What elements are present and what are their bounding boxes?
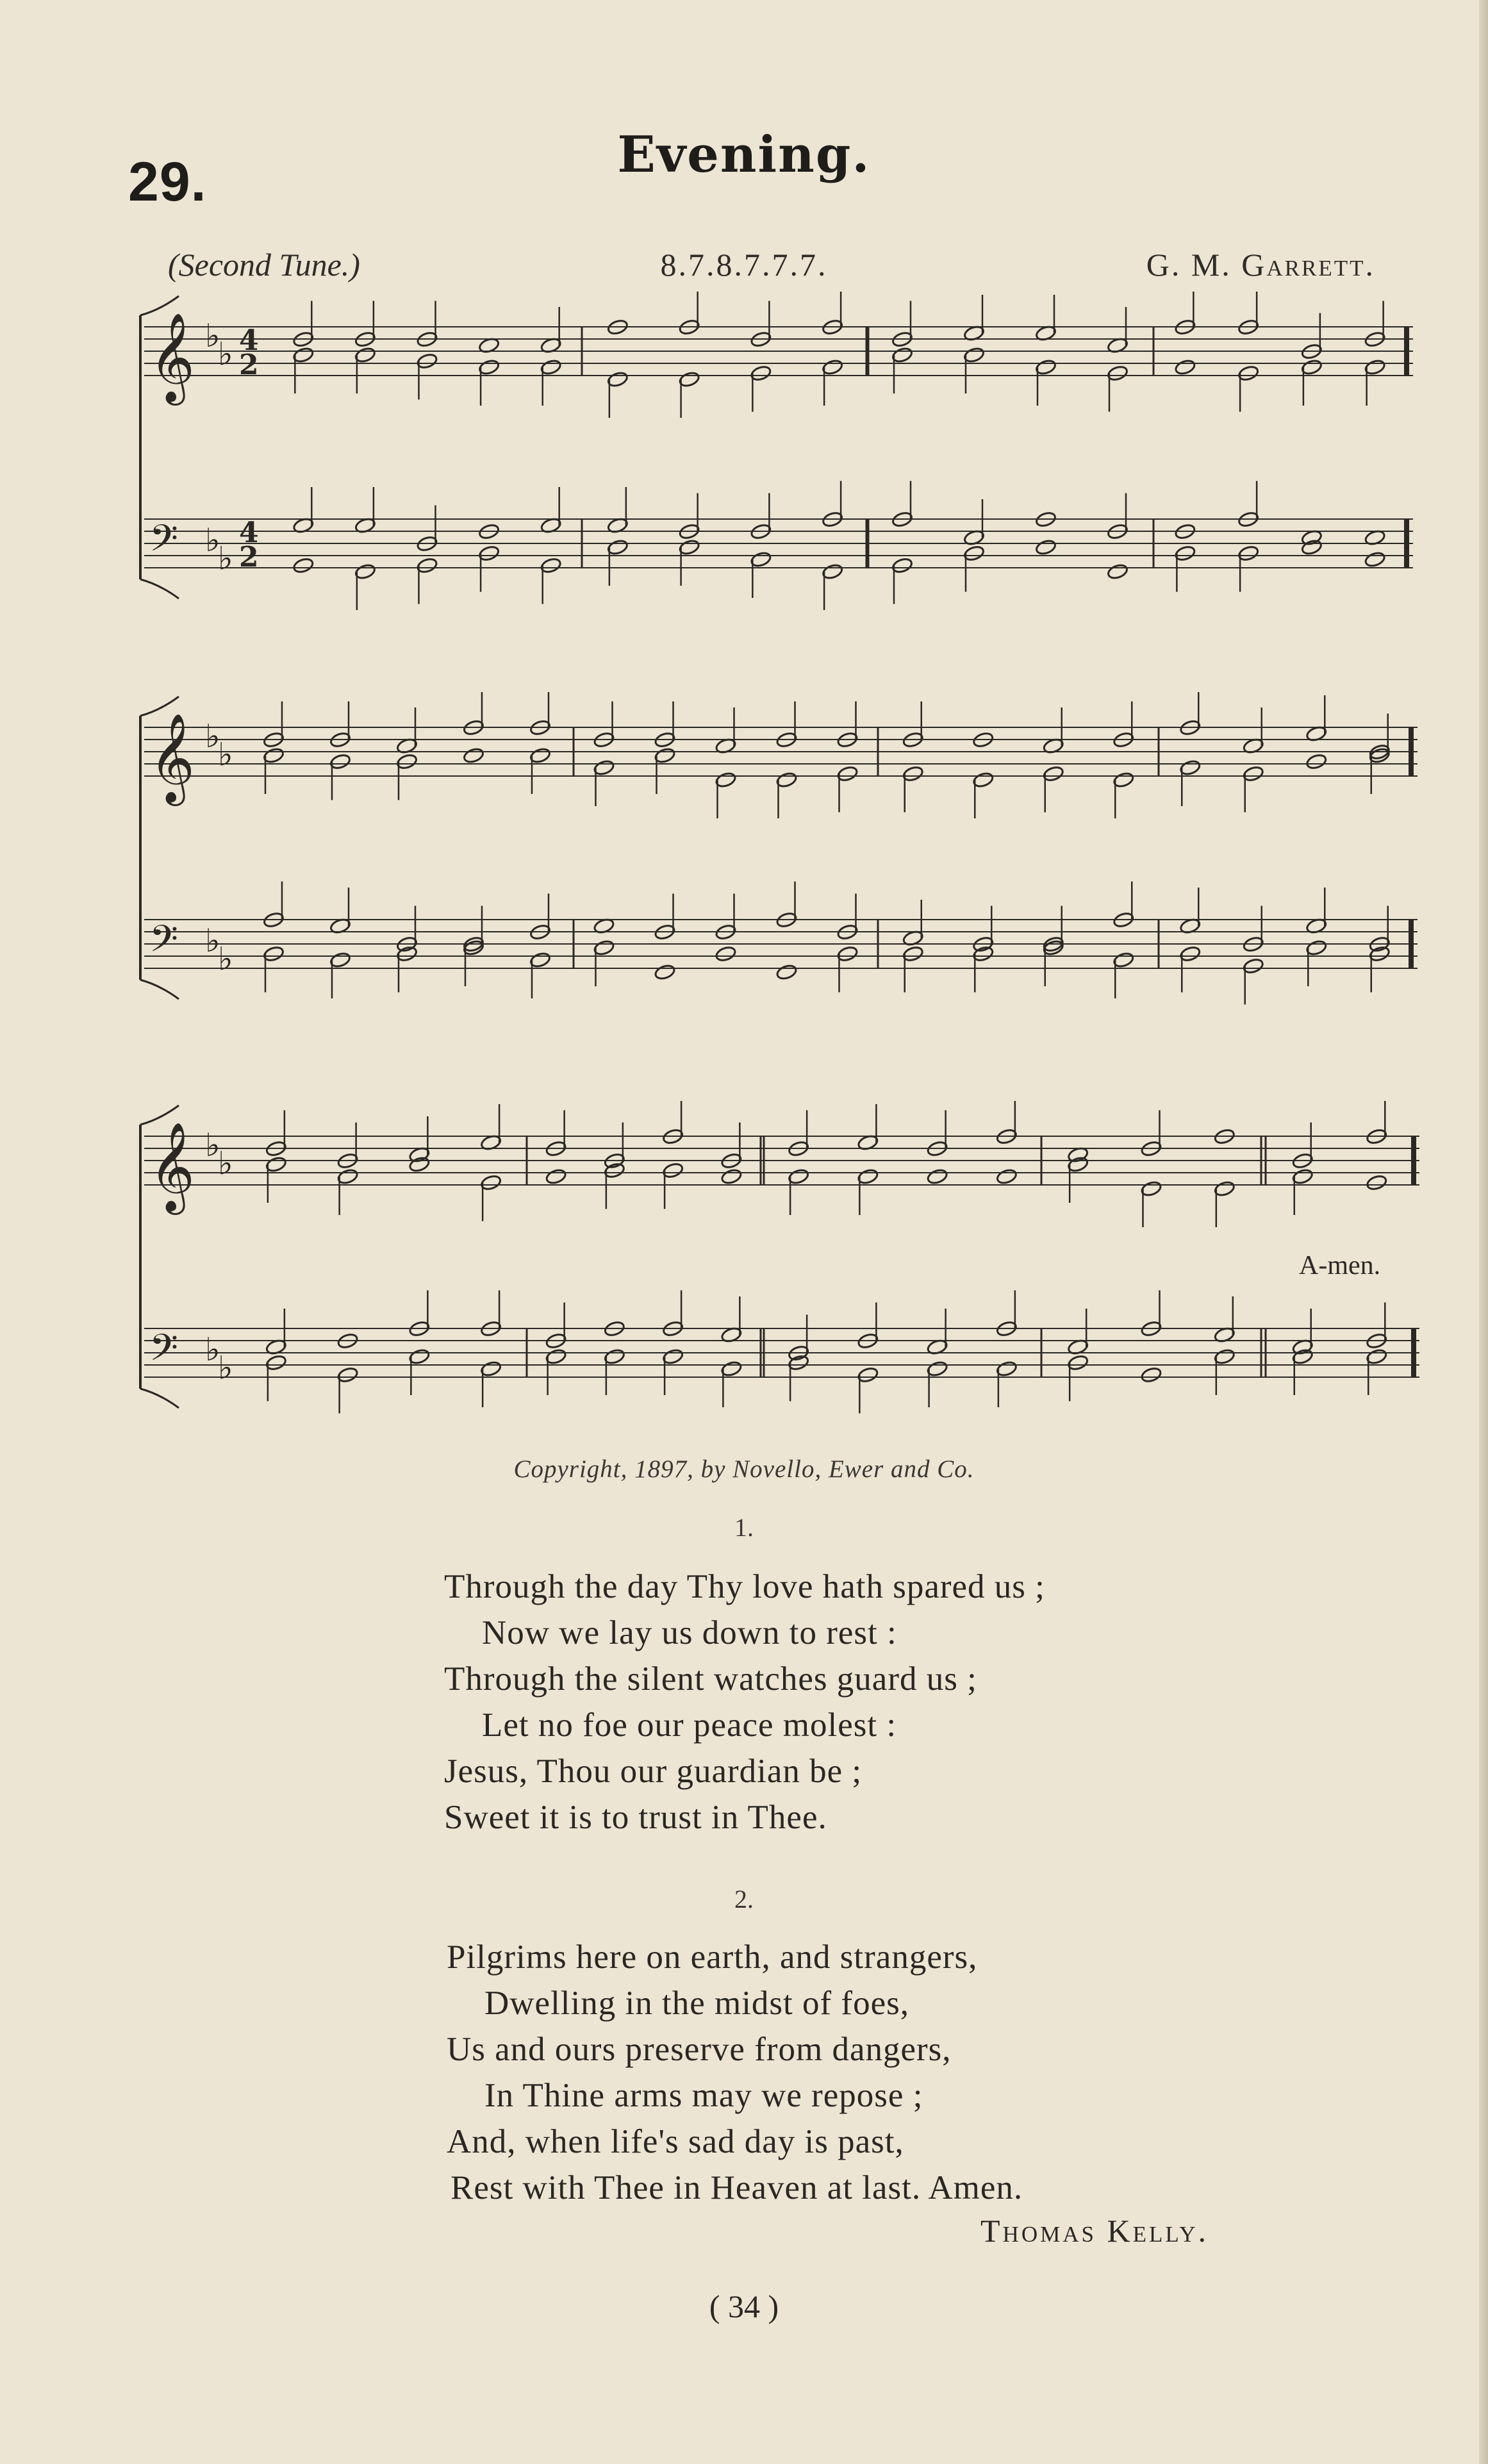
hymn-title: Evening.	[617, 126, 871, 184]
note-head	[545, 1168, 566, 1185]
hymn-meter: 8.7.8.7.7.7.	[660, 247, 828, 283]
note-head	[1174, 358, 1196, 376]
treble-clef-icon: 𝄞	[149, 713, 195, 802]
note-head	[1140, 1366, 1162, 1384]
verse-line: Let no foe our peace molest :	[482, 1707, 897, 1744]
flat-icon: ♭	[205, 922, 220, 959]
note-head	[1366, 1174, 1387, 1191]
flat-icon: ♭	[218, 736, 233, 773]
music-system-3	[0, 1101, 1488, 1434]
note-head	[926, 1168, 948, 1185]
flat-icon: ♭	[218, 940, 233, 978]
verse-number: 1.	[734, 1513, 754, 1542]
page-number: ( 34 )	[709, 2288, 779, 2324]
verse-line: Us and ours preserve from dangers,	[447, 2031, 952, 2068]
note-head	[715, 945, 736, 963]
verse-line: Pilgrims here on earth, and strangers,	[447, 1939, 978, 1976]
note-head	[1364, 550, 1385, 568]
note-head	[720, 1168, 742, 1185]
note-head	[463, 747, 484, 764]
brace-bottom	[140, 980, 179, 999]
verse-line: And, when life's sad day is past,	[447, 2123, 904, 2160]
flat-icon: ♭	[205, 718, 220, 755]
bass-clef-icon: 𝄢	[149, 1326, 179, 1378]
time-signature: 2	[239, 541, 259, 574]
composer-credit: G. M. Garrett.	[1146, 247, 1375, 283]
note-head	[654, 963, 675, 980]
flat-icon: ♭	[218, 1349, 233, 1387]
flat-icon: ♭	[218, 1145, 233, 1182]
verse-line: Through the silent watches guard us ;	[444, 1660, 977, 1698]
note-head	[408, 1155, 430, 1173]
note-head	[1107, 563, 1128, 580]
hymn-number: 29.	[128, 151, 207, 213]
flat-icon: ♭	[218, 540, 233, 577]
verse-number: 2.	[734, 1885, 754, 1914]
note-head	[1035, 538, 1057, 556]
copyright-notice: Copyright, 1897, by Novello, Ewer and Co.	[513, 1455, 975, 1483]
flat-icon: ♭	[205, 522, 220, 559]
treble-clef-icon: 𝄞	[149, 313, 195, 402]
verse-line: Sweet it is to trust in Thee.	[444, 1799, 827, 1836]
note-head	[1301, 538, 1323, 556]
tune-label: (Second Tune.)	[168, 247, 360, 283]
verse-line: Now we lay us down to rest :	[482, 1614, 897, 1651]
flat-icon: ♭	[205, 1127, 220, 1164]
verse-line: Through the day Thy love hath spared us ;	[444, 1568, 1045, 1605]
note-head	[292, 557, 314, 574]
flat-icon: ♭	[205, 317, 220, 354]
verse-line: Dwelling in the midst of foes,	[484, 1985, 909, 2022]
note-head	[996, 1168, 1018, 1185]
brace-bottom	[140, 1389, 179, 1408]
time-signature: 4	[239, 517, 259, 549]
brace-bottom	[140, 579, 179, 599]
time-signature: 2	[239, 349, 259, 381]
bass-clef-icon: 𝄢	[149, 517, 179, 569]
amen-label: A-men.	[1299, 1251, 1381, 1280]
music-system-2	[0, 692, 1488, 1025]
flat-icon: ♭	[218, 335, 233, 373]
note-head	[1305, 753, 1327, 770]
verse-line: Rest with Thee in Heaven at last. Amen.	[451, 2169, 1023, 2206]
music-system-1	[0, 292, 1488, 625]
note-head	[775, 963, 797, 980]
treble-clef-icon: 𝄞	[149, 1122, 195, 1211]
verse-line: Jesus, Thou our guardian be ;	[444, 1753, 863, 1790]
author-credit: Thomas Kelly.	[980, 2213, 1209, 2249]
flat-icon: ♭	[205, 1331, 220, 1368]
verse-line: In Thine arms may we repose ;	[484, 2077, 923, 2114]
bass-clef-icon: 𝄢	[149, 917, 179, 970]
time-signature: 4	[239, 324, 259, 357]
